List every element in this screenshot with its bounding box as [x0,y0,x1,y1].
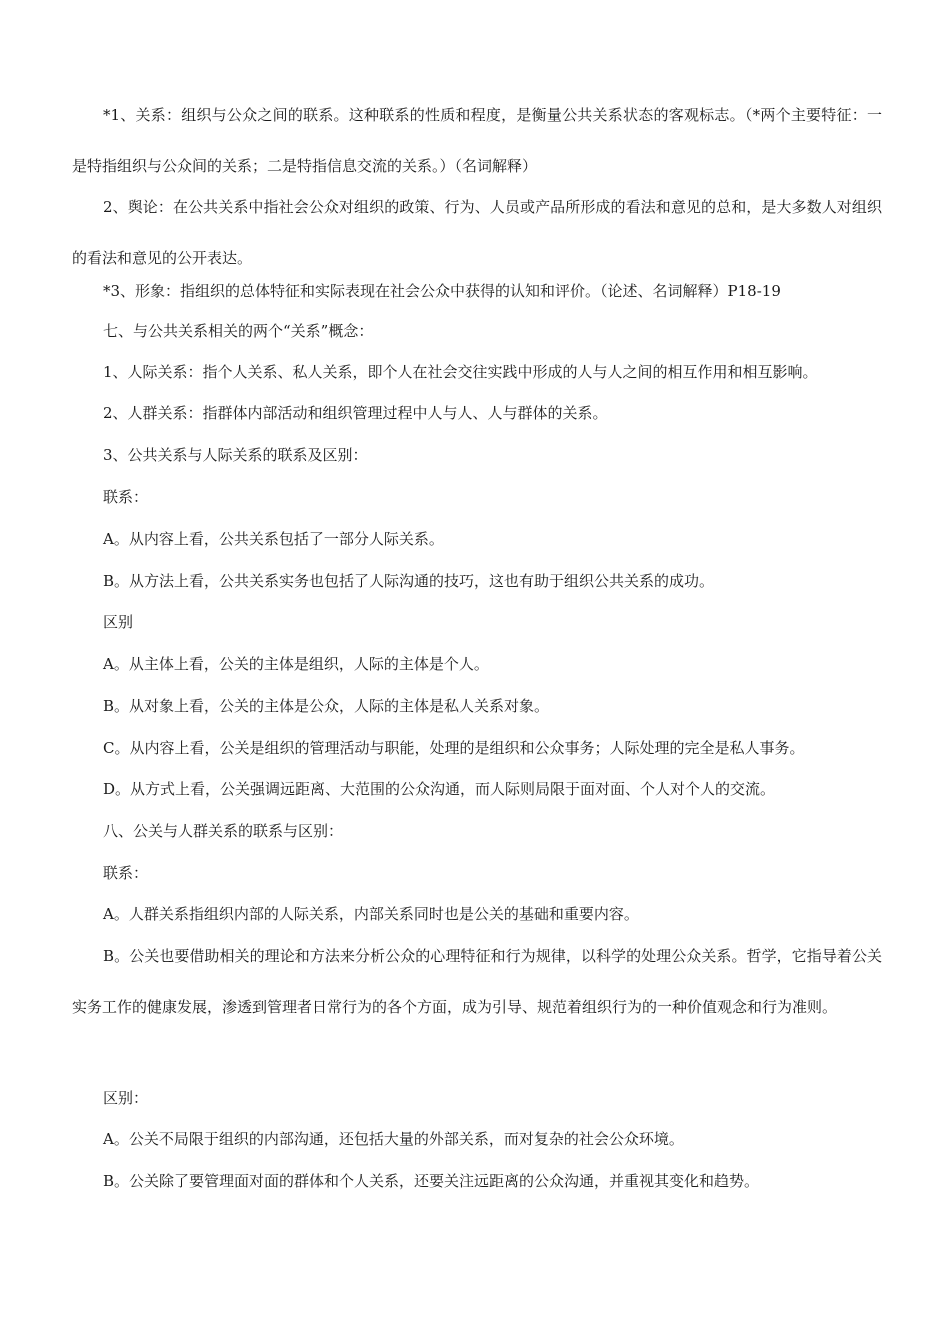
paragraph-public-opinion: 2、舆论：在公共关系中指社会公众对组织的政策、行为、人员或产品所形成的看法和意见的总和，是大多数人对组织的看法和意见的公开表达。 [72,198,882,267]
label-connection: 联系： [103,864,149,882]
list-item: D。从方式上看，公关强调远距离、大范围的公众沟通，而人际则局限于面对面、个人对个人的交流。 [103,780,776,798]
list-item: B。从对象上看，公关的主体是公众，人际的主体是私人关系对象。 [103,697,550,715]
paragraph-group-relations: 2、人群关系：指群体内部活动和组织管理过程中人与人、人与群体的关系。 [103,404,608,422]
list-item: B。公关除了要管理面对面的群体和个人关系，还要关注远距离的公众沟通，并重视其变化和趋势。 [103,1172,760,1190]
paragraph-relation-definition: *1、关系：组织与公众之间的联系。这种联系的性质和程度，是衡量公共关系状态的客观标志。（*两个主要特征：一是特指组织与公众间的关系；二是特指信息交流的关系。）（名词解释） [72,106,882,175]
list-item: A。公关不局限于组织的内部沟通，还包括大量的外部关系，而对复杂的社会公众环境。 [103,1130,684,1148]
paragraph-image-definition: *3、形象：指组织的总体特征和实际表现在社会公众中获得的认知和评价。（论述、名词解释）P18-19 [103,282,781,300]
list-item: B。从方法上看，公共关系实务也包括了人际沟通的技巧，这也有助于组织公共关系的成功。 [103,572,715,590]
label-difference: 区别： [103,1089,149,1107]
section-heading-seven: 七、与公共关系相关的两个“关系”概念： [103,322,374,340]
list-item: A。从内容上看，公共关系包括了一部分人际关系。 [103,530,444,548]
paragraph-comparison-heading: 3、公共关系与人际关系的联系及区别： [103,446,368,464]
section-heading-eight: 八、公关与人群关系的联系与区别： [103,822,344,840]
paragraph-interpersonal: 1、人际关系：指个人关系、私人关系，即个人在社会交往实践中形成的人与人之间的相互作用和相互影响。 [103,363,818,381]
list-item: B。公关也要借助相关的理论和方法来分析公众的心理特征和行为规律，以科学的处理公众关系。哲学，它指导着公关实务工作的健康发展，渗透到管理者日常行为的各个方面，成为引导、规范着组织行为的一种价值观念和行为准则。 [72,947,882,1016]
label-difference: 区别 [103,613,134,631]
list-item: A。从主体上看，公关的主体是组织，人际的主体是个人。 [103,655,489,673]
label-connection: 联系： [103,488,149,506]
list-item: C。从内容上看，公关是组织的管理活动与职能，处理的是组织和公众事务；人际处理的完全是私人事务。 [103,739,805,757]
list-item: A。人群关系指组织内部的人际关系，内部关系同时也是公关的基础和重要内容。 [103,905,639,923]
